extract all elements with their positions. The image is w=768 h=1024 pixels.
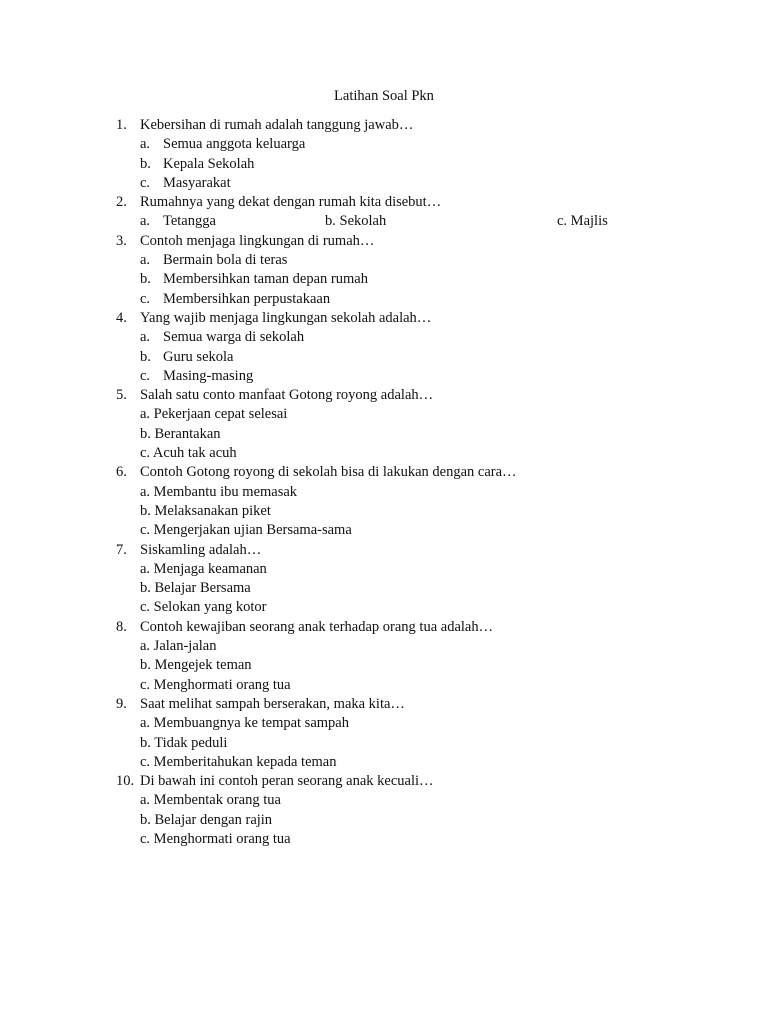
option-c: c. Majlis xyxy=(557,213,608,230)
question-text: Contoh Gotong royong di sekolah bisa di lakukan dengan cara… xyxy=(140,464,517,481)
option-text: b. Melaksanakan piket xyxy=(140,502,271,519)
answer-option xyxy=(0,174,768,193)
answer-option xyxy=(0,290,768,309)
question-text: Siskamling adalah… xyxy=(140,541,262,558)
option-letter: b. xyxy=(140,155,151,172)
question-text: Salah satu conto manfaat Gotong royong adalah… xyxy=(140,387,434,404)
option-text: b. Belajar dengan rajin xyxy=(140,811,273,828)
answer-option xyxy=(0,521,768,540)
question xyxy=(0,193,768,212)
option-text: a. Menjaga keamanan xyxy=(140,560,267,577)
question-text: Saat melihat sampah berserakan, maka kita… xyxy=(140,695,405,712)
option-text: Tetangga xyxy=(163,213,216,230)
answer-option xyxy=(0,444,768,463)
option-letter: a. xyxy=(140,136,151,153)
answer-option xyxy=(0,502,768,521)
question-number: 2. xyxy=(116,194,127,211)
answer-option xyxy=(0,367,768,386)
question xyxy=(0,309,768,328)
question-text: Kebersihan di rumah adalah tanggung jawab… xyxy=(140,117,414,133)
answer-option xyxy=(0,676,768,695)
question xyxy=(0,463,768,482)
answer-option xyxy=(0,714,768,733)
question-number: 5. xyxy=(116,387,127,404)
answer-option xyxy=(0,348,768,367)
question xyxy=(0,232,768,251)
question xyxy=(0,386,768,405)
answer-option xyxy=(0,598,768,617)
question xyxy=(0,541,768,560)
answer-option xyxy=(0,155,768,174)
answer-option xyxy=(0,791,768,810)
option-text: b. Belajar Bersama xyxy=(140,580,251,597)
question-text: Contoh kewajiban seorang anak terhadap orang tua adalah… xyxy=(140,618,494,635)
answer-option xyxy=(0,425,768,444)
question xyxy=(0,695,768,714)
answer-option xyxy=(0,270,768,289)
option-letter: a. xyxy=(140,213,151,230)
answer-option xyxy=(0,753,768,772)
page-title: Latihan Soal Pkn xyxy=(334,88,434,104)
answer-option xyxy=(0,328,768,347)
option-letter: a. xyxy=(140,252,151,269)
answer-option xyxy=(0,579,768,598)
answer-option xyxy=(0,811,768,830)
answer-option xyxy=(0,734,768,753)
option-text: Semua warga di sekolah xyxy=(163,329,305,346)
option-letter: b. xyxy=(140,271,151,288)
answer-options-row xyxy=(0,212,768,231)
question-number: 10. xyxy=(116,773,135,790)
question-number: 3. xyxy=(116,232,127,249)
answer-option xyxy=(0,830,768,849)
question xyxy=(0,618,768,637)
option-text: Membersihkan taman depan rumah xyxy=(163,271,368,288)
option-letter: c. xyxy=(140,367,151,384)
answer-option xyxy=(0,656,768,675)
option-text: Masyarakat xyxy=(163,174,231,191)
question-text: Rumahnya yang dekat dengan rumah kita disebut… xyxy=(140,194,442,211)
option-text: c. Mengerjakan ujian Bersama-sama xyxy=(140,522,352,539)
question xyxy=(0,116,768,135)
option-text: b. Tidak peduli xyxy=(140,734,228,751)
option-text: Guru sekola xyxy=(163,348,234,365)
answer-option xyxy=(0,560,768,579)
option-text: b. Berantakan xyxy=(140,425,221,442)
question-text: Yang wajib menjaga lingkungan sekolah adalah… xyxy=(140,309,432,326)
question-text: Di bawah ini contoh peran seorang anak kecuali… xyxy=(140,773,434,790)
question-number: 7. xyxy=(116,541,127,558)
question xyxy=(0,772,768,791)
option-text: Kepala Sekolah xyxy=(163,155,255,172)
question-number: 1. xyxy=(116,117,127,133)
question-number: 6. xyxy=(116,464,127,481)
option-letter: c. xyxy=(140,290,151,307)
option-text: Bermain bola di teras xyxy=(163,252,288,269)
answer-option xyxy=(0,405,768,424)
option-text: c. Memberitahukan kepada teman xyxy=(140,753,337,770)
option-text: a. Membantu ibu memasak xyxy=(140,483,298,500)
option-text: Masing-masing xyxy=(163,367,254,384)
option-letter: c. xyxy=(140,174,151,191)
question-number: 4. xyxy=(116,309,127,326)
question-number: 9. xyxy=(116,695,127,712)
answer-option xyxy=(0,251,768,270)
option-text: Semua anggota keluarga xyxy=(163,136,306,153)
option-text: a. Jalan-jalan xyxy=(140,638,217,655)
answer-option xyxy=(0,135,768,154)
option-text: c. Menghormati orang tua xyxy=(140,830,291,847)
option-text: b. Mengejek teman xyxy=(140,657,252,674)
option-letter: a. xyxy=(140,329,151,346)
option-text: a. Membuangnya ke tempat sampah xyxy=(140,715,349,732)
question-number: 8. xyxy=(116,618,127,635)
question-list xyxy=(0,116,768,849)
answer-option xyxy=(0,483,768,502)
option-text: Membersihkan perpustakaan xyxy=(163,290,331,307)
option-letter: b. xyxy=(140,348,151,365)
option-text: c. Selokan yang kotor xyxy=(140,599,267,616)
option-text: c. Acuh tak acuh xyxy=(140,445,237,462)
answer-option xyxy=(0,637,768,656)
option-text: c. Menghormati orang tua xyxy=(140,676,291,693)
option-b: b. Sekolah xyxy=(325,213,387,230)
option-text: a. Membentak orang tua xyxy=(140,792,281,809)
question-text: Contoh menjaga lingkungan di rumah… xyxy=(140,232,375,249)
option-text: a. Pekerjaan cepat selesai xyxy=(140,406,288,423)
